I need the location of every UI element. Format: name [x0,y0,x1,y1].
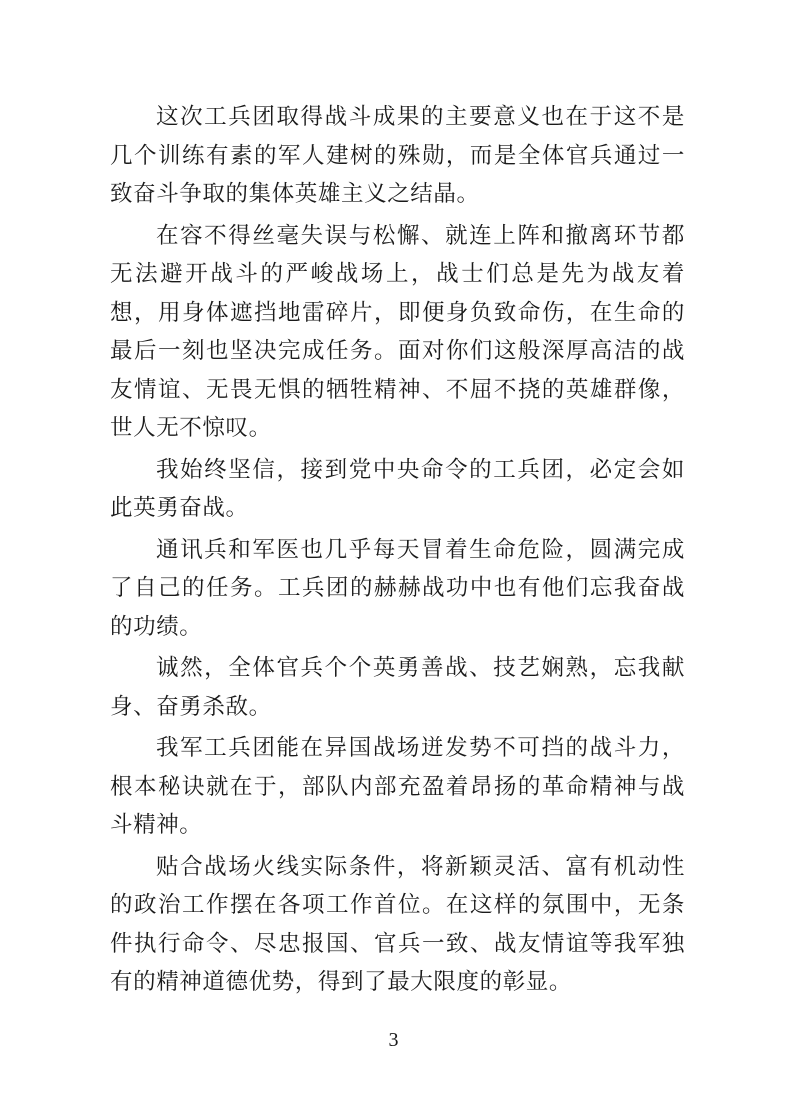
paragraph: 诚然，全体官兵个个英勇善战、技艺娴熟，忘我献身、奋勇杀敌。 [110,655,685,720]
paragraph: 这次工兵团取得战斗成果的主要意义也在于这不是几个训练有素的军人建树的殊勋，而是全体官兵通过一致奋斗争取的集体英雄主义之结晶。 [110,104,685,207]
paragraph: 在容不得丝毫失误与松懈、就连上阵和撤离环节都无法避开战斗的严峻战场上，战士们总是先为战友着想，用身体遮挡地雷碎片，即便身负致命伤，在生命的最后一刻也坚决完成任务。面对你们这般深厚高洁的战友情谊、无畏无惧的牺牲精神、不屈不挠的英雄群像，世人无不惊叹。 [110,222,685,441]
paragraph: 我军工兵团能在异国战场迸发势不可挡的战斗力，根本秘诀就在于，部队内部充盈着昂扬的革命精神与战斗精神。 [110,735,685,838]
paragraph: 我始终坚信，接到党中央命令的工兵团，必定会如此英勇奋战。 [110,456,685,521]
page-number: 3 [388,1029,399,1051]
body-text [110,98,685,1005]
paragraph: 通讯兵和军医也几乎每天冒着生命危险，圆满完成了自己的任务。工兵团的赫赫战功中也有他们忘我奋战的功绩。 [110,536,685,640]
paragraph: 贴合战场火线实际条件，将新颖灵活、富有机动性的政治工作摆在各项工作首位。在这样的氛围中，无条件执行命令、尽忠报国、官兵一致、战友情谊等我军独有的精神道德优势，得到了最大限度的彰显。 [110,853,685,995]
